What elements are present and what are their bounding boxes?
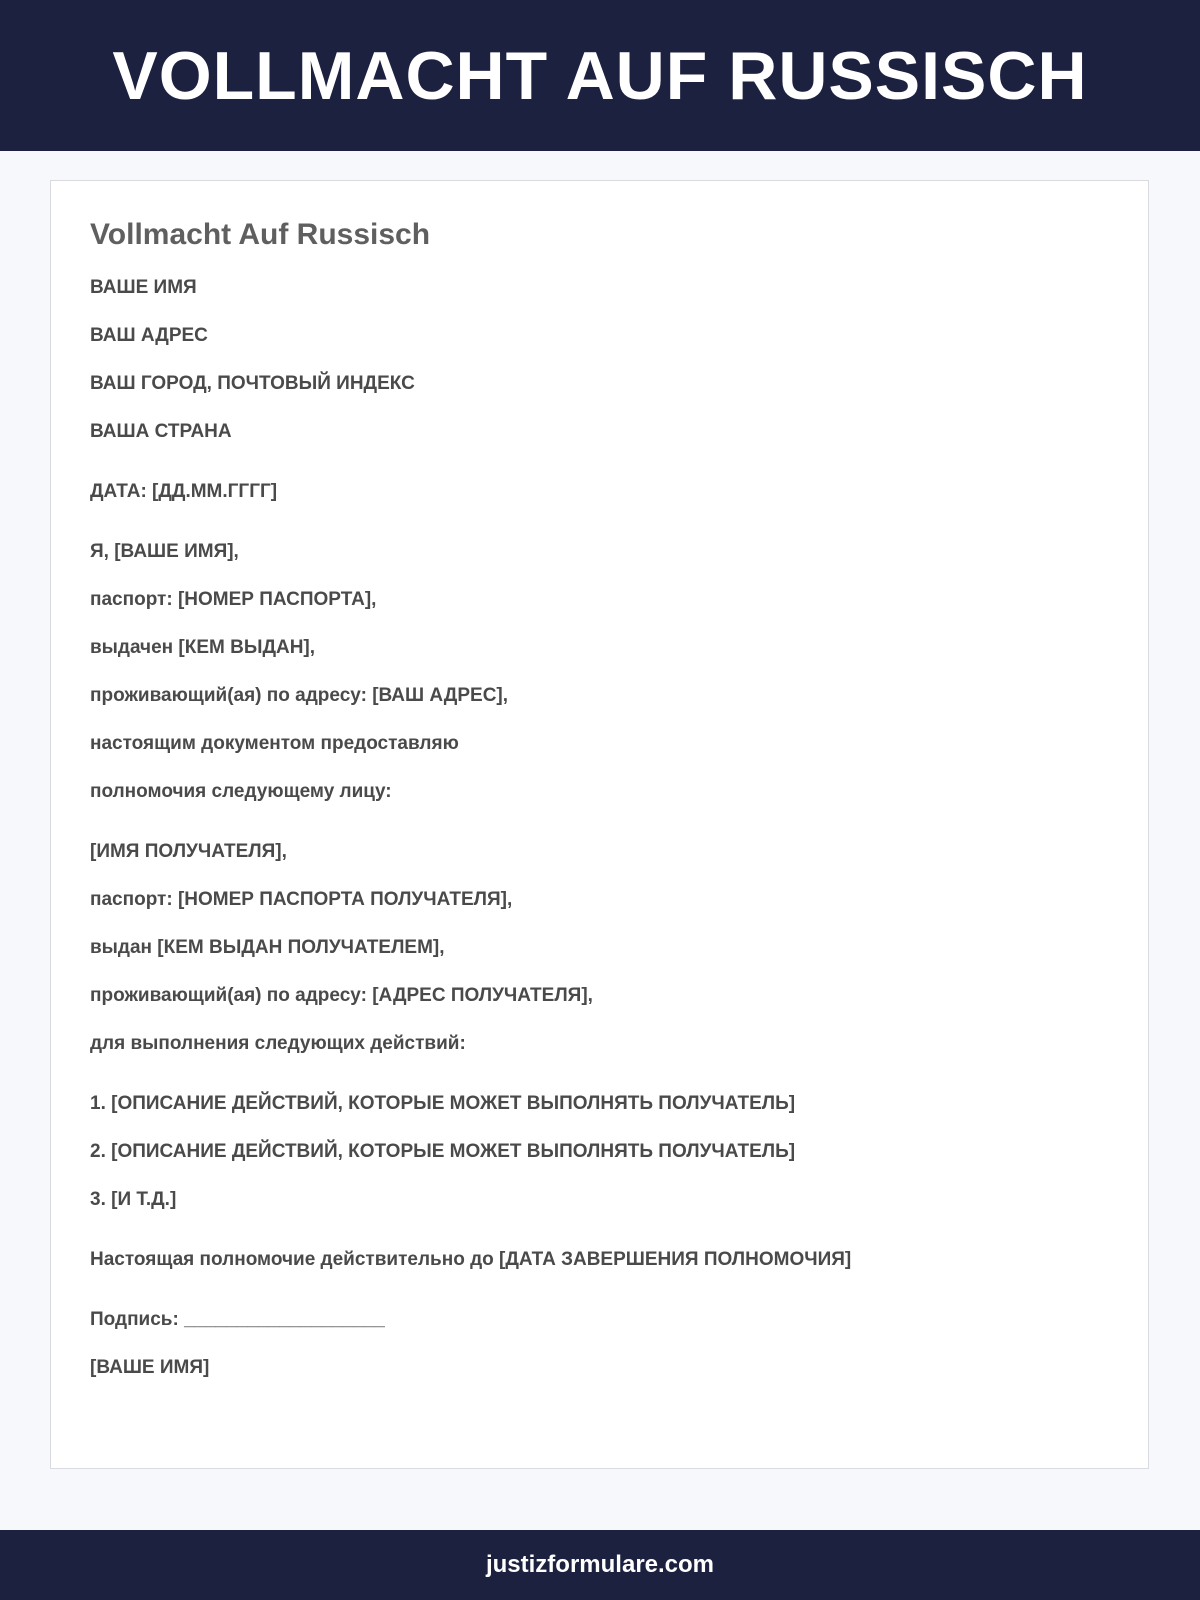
signer-name: [ВАШЕ ИМЯ]: [90, 1357, 210, 1378]
grantor-line: выдачен [КЕМ ВЫДАН],: [90, 637, 316, 658]
action-item: 1. [ОПИСАНИЕ ДЕЙСТВИЙ, КОТОРЫЕ МОЖЕТ ВЫПОЛНЯТЬ ПОЛУЧАТЕЛЬ]: [90, 1093, 796, 1114]
recipient-line: паспорт: [НОМЕР ПАСПОРТА ПОЛУЧАТЕЛЯ],: [90, 889, 513, 910]
signature-line: Подпись: ___________________: [90, 1309, 385, 1330]
recipient-line: проживающий(ая) по адресу: [АДРЕС ПОЛУЧАТЕЛЯ],: [90, 985, 593, 1006]
grantor-line: Я, [ВАШЕ ИМЯ],: [90, 541, 239, 562]
sender-name: ВАШЕ ИМЯ: [90, 277, 197, 298]
validity-statement: Настоящая полномочие действительно до [ДАТА ЗАВЕРШЕНИЯ ПОЛНОМОЧИЯ]: [90, 1249, 852, 1270]
document-card: [50, 180, 1149, 1469]
document-title: Vollmacht Auf Russisch: [90, 218, 431, 251]
sender-address: ВАШ АДРЕС: [90, 325, 208, 346]
grantor-line: паспорт: [НОМЕР ПАСПОРТА],: [90, 589, 377, 610]
document-date: ДАТА: [ДД.ММ.ГГГГ]: [90, 481, 278, 502]
action-item: 3. [И Т.Д.]: [90, 1189, 177, 1210]
action-item: 2. [ОПИСАНИЕ ДЕЙСТВИЙ, КОТОРЫЕ МОЖЕТ ВЫПОЛНЯТЬ ПОЛУЧАТЕЛЬ]: [90, 1141, 796, 1162]
recipient-line: выдан [КЕМ ВЫДАН ПОЛУЧАТЕЛЕМ],: [90, 937, 445, 958]
page-footer: [0, 1530, 1200, 1600]
footer-site-link[interactable]: justizformulare.com: [485, 1551, 715, 1578]
sender-city-zip: ВАШ ГОРОД, ПОЧТОВЫЙ ИНДЕКС: [90, 373, 415, 394]
page-title: VOLLMACHT AUF RUSSISCH: [112, 37, 1088, 114]
grantor-line: полномочия следующему лицу:: [90, 781, 392, 802]
sender-country: ВАША СТРАНА: [90, 421, 232, 442]
recipient-line: [ИМЯ ПОЛУЧАТЕЛЯ],: [90, 841, 287, 862]
grantor-line: проживающий(ая) по адресу: [ВАШ АДРЕС],: [90, 685, 509, 706]
page-header: [0, 0, 1200, 151]
recipient-line: для выполнения следующих действий:: [90, 1033, 466, 1054]
grantor-line: настоящим документом предоставляю: [90, 733, 459, 754]
